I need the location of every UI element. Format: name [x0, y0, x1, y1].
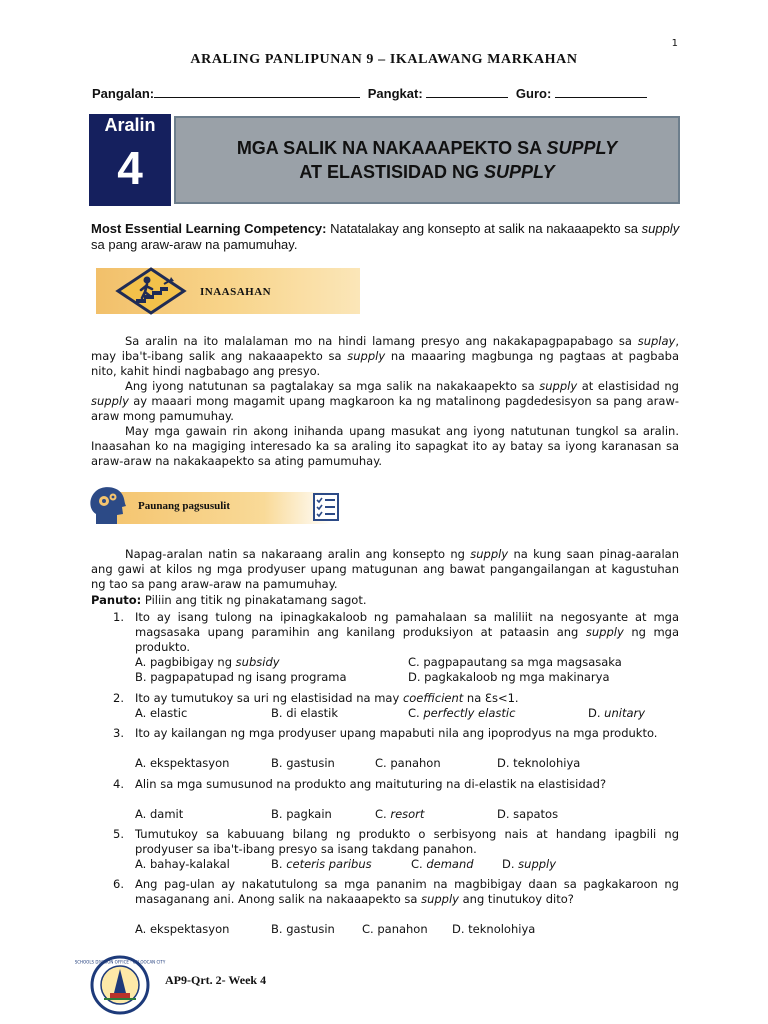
panuto [91, 593, 679, 608]
paragraph-italic: suplay [637, 334, 676, 348]
question-text-part: ang tinutukoy dito? [458, 892, 574, 906]
lesson-number-box [89, 114, 171, 206]
lesson-title-text: MGA SALIK NA NAKAAAPEKTO SA [236, 138, 547, 158]
panuto-text: Piliin ang titik ng pinakatamang sagot. [141, 593, 367, 607]
question-3 [113, 726, 679, 756]
question-text-part: ng mga produkto. [135, 625, 680, 654]
q3-option-a[interactable]: A. ekspektasyon [135, 756, 230, 770]
lesson-title-box [174, 116, 680, 204]
question-1 [113, 610, 679, 655]
question-text-part: Ito ay tumutukoy sa uri ng elastisidad na may [135, 691, 403, 705]
option-italic: subsidy [235, 655, 280, 669]
option-italic: resort [390, 807, 425, 821]
question-number: 3. [113, 726, 124, 740]
inaasahan-paragraph-3 [91, 424, 679, 469]
question-5 [113, 827, 679, 857]
division-seal-logo [74, 955, 166, 1015]
question-number: 5. [113, 827, 124, 841]
question-6 [113, 877, 679, 922]
question-text: Tumutukoy sa kabuuang bilang ng produkto o serbisyong nais at handang ipagbili ng prodyuser sa iba't-ibang presyo sa isang takdang panahon. [135, 827, 679, 856]
lesson-title-italic: SUPPLY [483, 162, 555, 182]
question-number: 4. [113, 777, 124, 791]
question-text [135, 877, 679, 907]
q4-option-d[interactable]: D. sapatos [497, 807, 559, 821]
lesson-title-italic: SUPPLY [546, 138, 618, 158]
question-2 [113, 691, 679, 706]
page-number: 1 [671, 38, 678, 49]
seal-text: SCHOOLS DIVISION OFFICE · CALOOCAN CITY [74, 959, 166, 965]
option-text: C. [375, 807, 391, 821]
lesson-title-text: AT ELASTISIDAD NG [299, 162, 484, 182]
question-text-part: Ang pag-ulan ay nakatutulong sa mga pananim na magbibigay daan sa pagkakaroon ng masaganang ani. Anong salik na nakaaapekto sa [135, 877, 679, 906]
inaasahan-paragraph-1 [91, 334, 679, 379]
q6-option-d[interactable]: D. teknolohiya [452, 922, 536, 936]
head-gears-icon [86, 484, 130, 526]
question-text: Ito ay kailangan ng mga prodyuser upang mapabuti nila ang ipoprodyus na mga produkto. [135, 726, 658, 740]
climbing-stairs-icon [116, 268, 186, 314]
melc-text: Natatalakay ang konsepto at salik na nakaaapekto sa [326, 221, 642, 236]
paragraph-text: May mga gawain rin akong inihanda upang masukat ang iyong natutunan tungkol sa aralin. Inaasahan ko na magiging interesado ka sa araling ito sapagkat ito ay batay sa iyong karanasan sa araw-araw na nakakaapekto sa ating pamumuhay. [91, 424, 679, 468]
question-text [135, 610, 679, 655]
paragraph-text: Napag-aralan natin sa nakaraang aralin ang konsepto ng [125, 547, 471, 561]
option-text: B. [271, 857, 287, 871]
paunang-intro [91, 547, 679, 592]
q5-option-c[interactable] [411, 857, 474, 872]
paragraph-text: na maaaring magbunga ng pagtaas at pagbaba nito, kahit hindi nagbabago ang presyo. [91, 349, 679, 378]
paragraph-text: Ang iyong natutunan sa pagtalakay sa mga salik na nakakaapekto sa [125, 379, 540, 393]
option-italic: unitary [604, 706, 646, 720]
q1-option-d[interactable]: D. pagkakaloob ng mga makinarya [408, 670, 610, 684]
option-text: C. [408, 706, 424, 720]
melc-label: Most Essential Learning Competency: [91, 221, 327, 236]
question-text-part: na Ɛs<1. [463, 691, 519, 705]
question-4 [113, 777, 679, 807]
option-italic: ceteris paribus [286, 857, 372, 871]
melc-text: sa pang araw-araw na pamumuhay. [91, 237, 298, 252]
q3-option-b[interactable]: B. gastusin [271, 756, 335, 770]
question-italic: supply [421, 892, 459, 906]
aralin-number: 4 [117, 142, 143, 194]
q5-option-d[interactable] [502, 857, 556, 872]
pangkat-label: Pangkat: [367, 86, 423, 101]
question-italic: coefficient [402, 691, 464, 705]
q2-option-c[interactable] [408, 706, 515, 721]
q1-option-a[interactable] [135, 655, 280, 670]
aralin-word: Aralin [104, 115, 156, 135]
panuto-label: Panuto: [91, 593, 142, 607]
q4-option-b[interactable]: B. pagkain [271, 807, 332, 821]
melc-italic: supply [641, 221, 680, 236]
learning-competency [91, 221, 681, 253]
q2-option-d[interactable] [588, 706, 645, 721]
option-text: A. pagbibigay ng [135, 655, 236, 669]
paragraph-text: , may iba't-ibang salik ang nakaaapekto sa [91, 334, 679, 363]
option-text: D. [502, 857, 519, 871]
question-italic: supply [585, 625, 624, 639]
paragraph-text: at elastisidad ng [577, 379, 679, 393]
option-italic: demand [426, 857, 474, 871]
q4-option-c[interactable] [375, 807, 424, 822]
inaasahan-paragraph-2 [91, 379, 679, 424]
question-number: 6. [113, 877, 124, 891]
q3-option-c[interactable]: C. panahon [375, 756, 441, 770]
question-number: 1. [113, 610, 124, 624]
q4-option-a[interactable]: A. damit [135, 807, 184, 821]
paragraph-text: Sa aralin na ito malalaman mo na hindi lamang presyo ang nakakapagpapabago sa [125, 334, 638, 348]
option-text: D. [588, 706, 605, 720]
paragraph-text: ay maaari mong magamit upang magkaroon ka ng matalinong pagdedesisyon sa pang araw-araw mong pamumuhay. [91, 394, 679, 423]
q2-option-a[interactable]: A. elastic [135, 706, 188, 720]
paragraph-italic: supply [347, 349, 386, 363]
footer-code: AP9-Qrt. 2- Week 4 [165, 973, 267, 987]
document-title: ARALING PANLIPUNAN 9 – IKALAWANG MARKAHAN [190, 52, 578, 67]
paragraph-italic: supply [539, 379, 578, 393]
paunang-pagsusulit-banner [86, 484, 348, 526]
q2-option-b[interactable]: B. di elastik [271, 706, 339, 720]
option-italic: supply [518, 857, 557, 871]
pangkat-line [426, 86, 508, 98]
question-text: Alin sa mga sumusunod na produkto ang maituturing na di-elastik na elastisidad? [135, 777, 607, 791]
q1-option-c[interactable]: C. pagpapautang sa mga magsasaka [408, 655, 622, 669]
q6-option-c[interactable]: C. panahon [362, 922, 428, 936]
q6-option-b[interactable]: B. gastusin [271, 922, 335, 936]
question-text-part: Ito ay isang tulong na ipinagkakaloob ng pamahalaan sa maliliit na negosyante at mga magsasaka upang paramihin ang kanilang produksiyon at pataasin ang [135, 610, 679, 639]
inaasahan-label: INAASAHAN [200, 286, 272, 298]
lesson-title-line2 [176, 162, 678, 183]
question-number: 2. [113, 691, 124, 705]
pangalan-line [154, 86, 360, 98]
pangalan-label: Pangalan: [92, 86, 155, 101]
q5-option-a[interactable]: A. bahay-kalakal [135, 857, 230, 871]
paragraph-italic: supply [470, 547, 509, 561]
lesson-title-line1 [176, 138, 678, 159]
student-info-row [92, 86, 647, 101]
question-text [135, 691, 679, 706]
q5-option-b[interactable] [271, 857, 372, 872]
paragraph-italic: supply [91, 394, 129, 408]
q3-option-d[interactable]: D. teknolohiya [497, 756, 581, 770]
checklist-icon [312, 492, 340, 522]
option-italic: perfectly elastic [423, 706, 516, 720]
paunang-label: Paunang pagsusulit [138, 500, 231, 512]
paragraph-text: na kung saan pinag-aaralan ang gawi at kilos ng mga prodyuser upang matugunan ang bawat pangangailangan at kagustuhan ng tao sa pang araw-araw na pamumuhay. [91, 547, 679, 591]
inaasahan-banner [96, 268, 360, 314]
guro-label: Guro: [515, 86, 552, 101]
option-text: C. [411, 857, 427, 871]
q1-option-b[interactable]: B. pagpapatupad ng isang programa [135, 670, 347, 684]
q6-option-a[interactable]: A. ekspektasyon [135, 922, 230, 936]
guro-line [555, 86, 647, 98]
